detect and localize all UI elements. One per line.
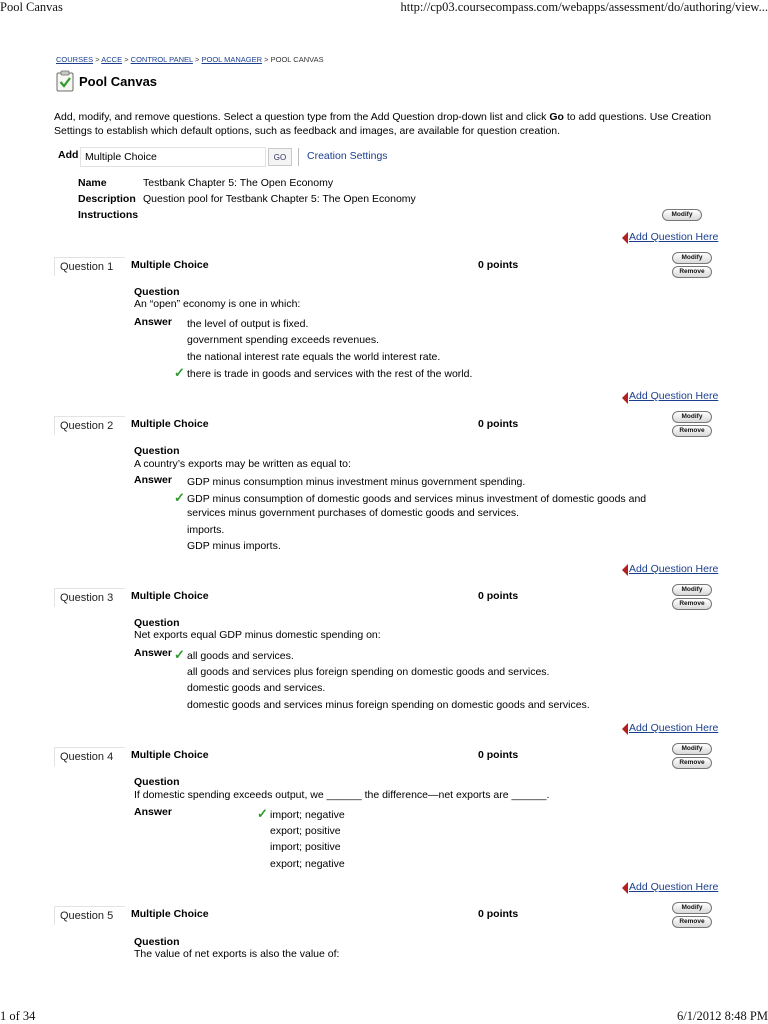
clipboard-check-icon [56,70,74,92]
answer-option-correct: import; negative [270,809,345,821]
question-text: An “open” economy is one in which: [134,298,301,310]
add-question-here-link[interactable]: Add Question Here [629,722,719,734]
question-heading: Question [134,776,180,788]
checkmark-icon: ✓ [174,365,185,380]
add-question-here-link[interactable]: Add Question Here [629,390,719,402]
breadcrumb-separator: > [195,55,200,64]
breadcrumb-control-panel[interactable]: CONTROL PANEL [130,55,193,64]
breadcrumb-courses[interactable]: COURSES [56,55,94,64]
modify-button[interactable]: Modify [672,743,712,755]
answer-option-correct: all goods and services. [187,650,294,662]
red-arrow-icon [622,723,628,735]
checkmark-icon: ✓ [257,806,268,821]
remove-button[interactable]: Remove [672,916,712,928]
question-number: Question 3 [54,588,125,607]
remove-button[interactable]: Remove [672,266,712,278]
answer-option: the level of output is fixed. [187,318,309,330]
page-intro: Add, modify, and remove questions. Select a question type from the Add Question drop-down list and click Go to add questions. Use Creation Settings to establish which default options, such as feedback and images, are available for question creation. [54,111,712,137]
page-title: Pool Canvas [79,74,158,89]
question-points: 0 points [478,418,519,430]
question-points: 0 points [478,259,519,271]
answer-option: import; positive [270,841,341,853]
question-points: 0 points [478,749,519,761]
question-heading: Question [134,286,180,298]
question-number: Question 2 [54,416,125,435]
intro-go: Go [549,111,564,123]
print-header-title: Pool Canvas [0,0,63,14]
answer-option: export; positive [270,825,341,837]
question-type-select[interactable] [80,147,266,167]
remove-button[interactable]: Remove [672,757,712,769]
question-text: If domestic spending exceeds output, we ______ the difference—net exports are ______. [134,789,550,801]
checkmark-icon: ✓ [174,647,185,662]
answer-option: all goods and services plus foreign spending on domestic goods and services. [187,666,550,678]
modify-pool-button[interactable]: Modify [662,209,702,221]
question-heading: Question [134,936,180,948]
answer-option: export; negative [270,858,345,870]
breadcrumb-separator: > [264,55,269,64]
red-arrow-icon [622,882,628,894]
pool-description: Question pool for Testbank Chapter 5: The Open Economy [143,193,416,205]
description-label: Description [78,193,136,205]
name-label: Name [78,177,107,189]
answer-option: government spending exceeds revenues. [187,334,380,346]
question-number: Question 1 [54,257,125,276]
divider [298,148,299,166]
add-label: Add [58,149,79,161]
breadcrumb-separator: > [124,55,129,64]
answer-option: GDP minus imports. [187,540,281,552]
answer-heading: Answer [134,316,172,328]
modify-button[interactable]: Modify [672,411,712,423]
remove-button[interactable]: Remove [672,598,712,610]
question-text: Net exports equal GDP minus domestic spending on: [134,629,381,641]
pool-name: Testbank Chapter 5: The Open Economy [143,177,334,189]
breadcrumb-acce[interactable]: ACCE [101,55,123,64]
question-heading: Question [134,445,180,457]
question-number: Question 4 [54,747,125,766]
red-arrow-icon [622,232,628,244]
breadcrumb-pool-manager[interactable]: POOL MANAGER [201,55,263,64]
answer-option: imports. [187,524,225,536]
add-question-here-link[interactable]: Add Question Here [629,231,719,243]
red-arrow-icon [622,564,628,576]
question-type: Multiple Choice [131,590,209,602]
answer-heading: Answer [134,806,172,818]
breadcrumb [56,55,324,64]
question-type: Multiple Choice [131,908,209,920]
creation-settings-link[interactable]: Creation Settings [307,150,388,162]
checkmark-icon: ✓ [174,490,185,505]
breadcrumb-separator: > [95,55,100,64]
instructions-label: Instructions [78,209,139,221]
add-question-here-link[interactable]: Add Question Here [629,881,719,893]
question-type: Multiple Choice [131,418,209,430]
answer-option-correct: GDP minus consumption of domestic goods and services minus investment of domestic goods and services minus government purchases of domestic goods and services. [187,493,647,519]
question-type: Multiple Choice [131,749,209,761]
red-arrow-icon [622,392,628,404]
breadcrumb-current: POOL CANVAS [270,55,324,64]
question-points: 0 points [478,590,519,602]
answer-option-correct: there is trade in goods and services with the rest of the world. [187,368,473,380]
answer-option: domestic goods and services minus foreign spending on domestic goods and services. [187,699,590,711]
print-footer-date: 6/1/2012 8:48 PM [677,1009,768,1023]
print-header-url: http://cp03.coursecompass.com/webapps/assessment/do/authoring/view... [400,0,768,14]
question-text: The value of net exports is also the value of: [134,948,340,960]
add-question-here-link[interactable]: Add Question Here [629,563,719,575]
question-heading: Question [134,617,180,629]
question-number: Question 5 [54,906,125,925]
answer-option: the national interest rate equals the world interest rate. [187,351,441,363]
question-text: A country’s exports may be written as equal to: [134,458,351,470]
question-type-value: Multiple Choice [85,151,157,163]
answer-option: GDP minus consumption minus investment minus government spending. [187,476,526,488]
modify-button[interactable]: Modify [672,252,712,264]
answer-heading: Answer [134,647,172,659]
question-points: 0 points [478,908,519,920]
modify-button[interactable]: Modify [672,902,712,914]
question-type: Multiple Choice [131,259,209,271]
answer-heading: Answer [134,474,172,486]
remove-button[interactable]: Remove [672,425,712,437]
modify-button[interactable]: Modify [672,584,712,596]
go-button[interactable]: GO [268,148,292,166]
print-footer-page: 1 of 34 [0,1009,36,1023]
answer-option: domestic goods and services. [187,682,326,694]
